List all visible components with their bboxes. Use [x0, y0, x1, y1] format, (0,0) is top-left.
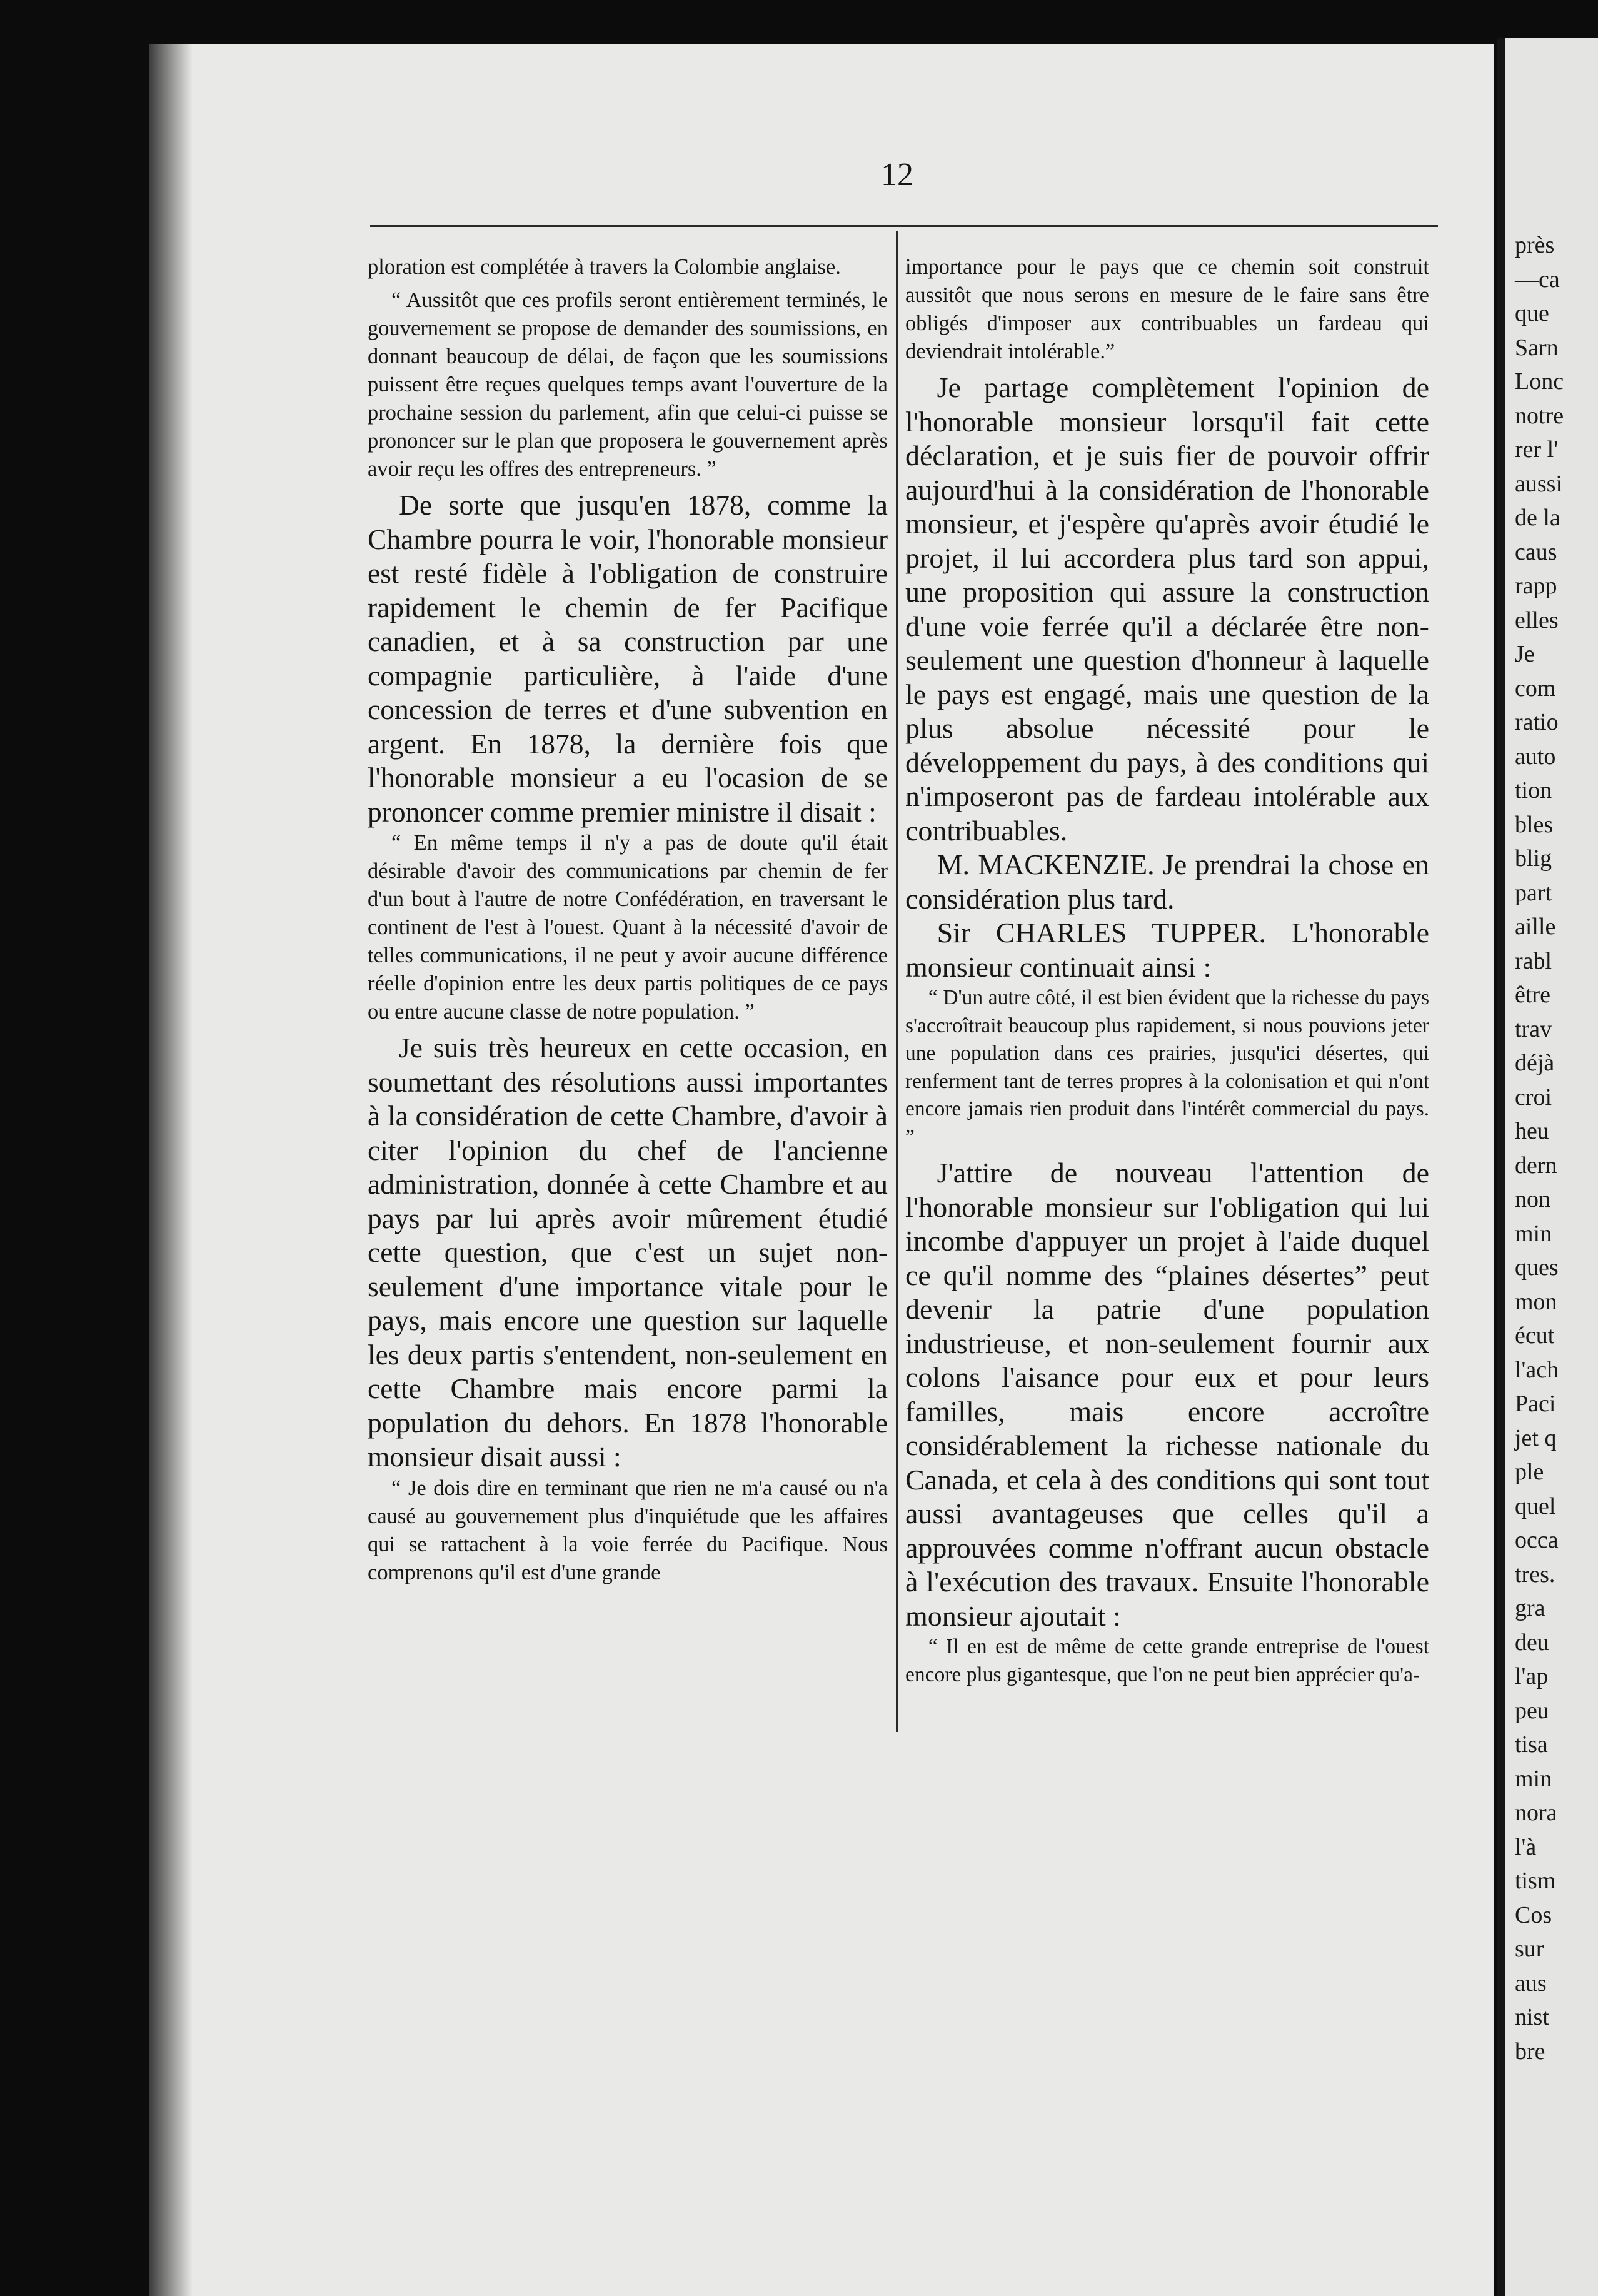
left-paragraph-1: ploration est complétée à travers la Colombie anglaise.	[368, 255, 841, 279]
right-paragraph-3: M. MACKENZIE. Je prendrai la chose en considération plus tard.	[905, 848, 1429, 915]
adjacent-page-fragment: Lonc	[1515, 368, 1564, 395]
adjacent-page-fragment: auto	[1515, 743, 1556, 770]
left-column	[368, 253, 888, 1592]
adjacent-page-fragment: min	[1515, 1220, 1552, 1247]
adjacent-page-fragment: aus	[1515, 1970, 1547, 1996]
right-paragraph-1: importance pour le pays que ce chemin soit construit aussitôt que nous serons en mesure de le faire sans être obligés d'imposer aux contribuables un fardeau qui deviendrait intolérable.”	[905, 255, 1429, 363]
adjacent-page-fragment: tism	[1515, 1868, 1556, 1894]
adjacent-page-fragment: jet q	[1515, 1424, 1557, 1451]
right-paragraph-2: Je partage complètement l'opinion de l'honorable monsieur lorsqu'il fait cette déclaration, et je suis fier de pouvoir offrir aujourd'hui à la considération de l'honorable monsieur, et j'espère qu'après avoir étudié le projet, il lui accordera plus tard son appui, une proposition qui assure la construction d'une voie ferrée qu'il a déclarée être non-seulement une question d'honneur à laquelle le pays est engagé, mais une question de la plus absolue nécessité pour le développement du pays, à des conditions qui n'imposeront pas de fardeau intolérable aux contribuables.	[905, 371, 1429, 847]
adjacent-page-fragment: tisa	[1515, 1731, 1548, 1758]
adjacent-page-fragment: Je	[1515, 641, 1535, 667]
adjacent-page-fragment: gra	[1515, 1595, 1545, 1621]
adjacent-page-fragment: de la	[1515, 505, 1560, 531]
adjacent-page-fragment: bles	[1515, 811, 1554, 838]
right-column	[905, 253, 1429, 1694]
adjacent-page-fragment: deu	[1515, 1629, 1549, 1656]
adjacent-page-fragment: part	[1515, 879, 1552, 906]
adjacent-page-fragment: rapp	[1515, 573, 1557, 599]
page-number: 12	[881, 157, 913, 193]
left-paragraph-3: De sorte que jusqu'en 1878, comme la Chambre pourra le voir, l'honorable monsieur est resté fidèle à l'obligation de construire rapidement le chemin de fer Pacifique canadien, et à sa construction par une compagnie particulière, à l'aide d'une concession de terres et d'une subvention en argent. En 1878, la dernière fois que l'honorable monsieur a eu l'ocasion de se prononcer comme premier ministre il disait :	[368, 489, 888, 828]
adjacent-page-fragment: ratio	[1515, 709, 1559, 735]
adjacent-page-fragment: Sarn	[1515, 334, 1559, 361]
adjacent-page-fragment: aille	[1515, 914, 1556, 940]
adjacent-page-fragment: trav	[1515, 1015, 1552, 1042]
adjacent-page-fragment: mon	[1515, 1288, 1557, 1315]
right-paragraph-7: “ Il en est de même de cette grande entreprise de l'ouest encore plus gigantesque, que l'on ne peut bien apprécier qu'a-	[905, 1635, 1429, 1686]
header-rule	[370, 225, 1438, 227]
adjacent-page-fragment: bre	[1515, 2038, 1545, 2065]
adjacent-page-fragment: tion	[1515, 777, 1552, 803]
adjacent-page-fragment: com	[1515, 675, 1556, 702]
adjacent-page-fragment: dern	[1515, 1152, 1557, 1179]
adjacent-page-fragment: Cos	[1515, 1901, 1552, 1928]
adjacent-page-fragment: peu	[1515, 1697, 1549, 1724]
adjacent-page-fragment: aussi	[1515, 470, 1562, 497]
adjacent-page-fragment: l'ap	[1515, 1663, 1549, 1689]
adjacent-page-fragment: min	[1515, 1765, 1552, 1792]
right-paragraph-4: Sir CHARLES TUPPER. L'honorable monsieur continuait ainsi :	[905, 917, 1429, 983]
adjacent-page-fragment: ple	[1515, 1459, 1544, 1485]
adjacent-page-fragment: être	[1515, 982, 1550, 1008]
adjacent-page-fragment: l'ach	[1515, 1356, 1559, 1383]
adjacent-page-fragment: ques	[1515, 1254, 1559, 1281]
left-paragraph-2: “ Aussitôt que ces profils seront entièrement terminés, le gouvernement se propose de demander des soumissions, en donnant beaucoup de délai, de façon que les soumissions puissent être reçues quelques temps avant l'ouverture de la prochaine session du parlement, afin que celui-ci puisse se prononcer sur le plan que proposera le gouvernement après avoir reçu les offres des entrepreneurs. ”	[368, 288, 888, 481]
adjacent-page-fragment: que	[1515, 300, 1549, 326]
adjacent-page-fragment: rabl	[1515, 947, 1552, 974]
adjacent-page-fragment: rer l'	[1515, 436, 1559, 463]
adjacent-page-fragment: l'à	[1515, 1833, 1537, 1860]
adjacent-page-fragment: non	[1515, 1186, 1550, 1212]
left-paragraph-6: “ Je dois dire en terminant que rien ne m'a causé ou n'a causé au gouvernement plus d'inquiétude que les affaires qui se rattachent à la voie ferrée du Pacifique. Nous comprenons qu'il est d'une grande	[368, 1476, 888, 1584]
adjacent-page-strip	[1497, 38, 1598, 2296]
adjacent-page-fragment: nora	[1515, 1800, 1557, 1826]
right-paragraph-6: J'attire de nouveau l'attention de l'honorable monsieur sur l'obligation qui lui incombe d'appuyer un projet à l'aide duquel ce qu'il nomme des “plaines désertes” peut devenir la patrie d'une population industrieuse, et non-seulement fournir aux colons l'aisance pour eux et pour leurs familles, mais encore accroître considérablement la richesse nationale du Canada, et cela à des conditions qui sont tout aussi avantageuses que celles qu'il a approuvées comme n'offrant aucun obstacle à l'exécution des travaux. Ensuite l'honorable monsieur ajoutait :	[905, 1157, 1429, 1632]
adjacent-page-fragment: occa	[1515, 1527, 1559, 1553]
adjacent-page-fragment: croi	[1515, 1084, 1552, 1110]
adjacent-page-fragment: heu	[1515, 1118, 1549, 1144]
adjacent-page-fragment: écut	[1515, 1322, 1555, 1349]
adjacent-page-fragment: quel	[1515, 1493, 1556, 1519]
adjacent-page-fragment: tres.	[1515, 1561, 1555, 1588]
adjacent-page-fragment: notre	[1515, 402, 1564, 429]
adjacent-page-fragment: sur	[1515, 1936, 1544, 1962]
adjacent-page-fragment: —ca	[1515, 266, 1560, 293]
adjacent-page-fragment: blig	[1515, 845, 1552, 872]
column-divider	[896, 231, 898, 1732]
adjacent-page-fragment: elles	[1515, 607, 1559, 633]
adjacent-page-fragment: caus	[1515, 538, 1557, 565]
adjacent-page-fragment: Paci	[1515, 1391, 1556, 1417]
adjacent-page-fragment: déjà	[1515, 1050, 1555, 1076]
left-paragraph-5: Je suis très heureux en cette occasion, en soumettant des résolutions aussi importantes à la considération de cette Chambre, d'avoir à citer l'opinion du chef de l'ancienne administration, donnée à cette Chambre et au pays par lui après avoir mûrement étudié cette question, que c'est un sujet non-seulement d'une importance vitale pour le pays, mais encore une question sur laquelle les deux partis s'entendent, non-seulement en cette Chambre mais encore parmi la population du dehors. En 1878 l'honorable monsieur disait aussi :	[368, 1032, 888, 1473]
left-paragraph-4: “ En même temps il n'y a pas de doute qu'il était désirable d'avoir des communications par chemin de fer d'un bout à l'autre de notre Confédération, en traversant le continent de l'est à l'ouest. Quant à la nécessité d'avoir de telles communications, il ne peut y avoir aucune différence réelle d'opinion entre les deux partis politiques de ce pays ou entre aucune classe de notre population. ”	[368, 831, 888, 1024]
right-paragraph-5: “ D'un autre côté, il est bien évident que la richesse du pays s'accroîtrait beaucoup plus rapidement, si nous pouvions jeter une population dans ces prairies, jusqu'ici désertes, qui renferment tant de terres propres à la colonisation et qui n'ont encore jamais rien produit dans l'intérêt commercial du pays. ”	[905, 986, 1429, 1149]
adjacent-page-fragment: nist	[1515, 2004, 1549, 2030]
adjacent-page-fragment: près	[1515, 232, 1555, 258]
